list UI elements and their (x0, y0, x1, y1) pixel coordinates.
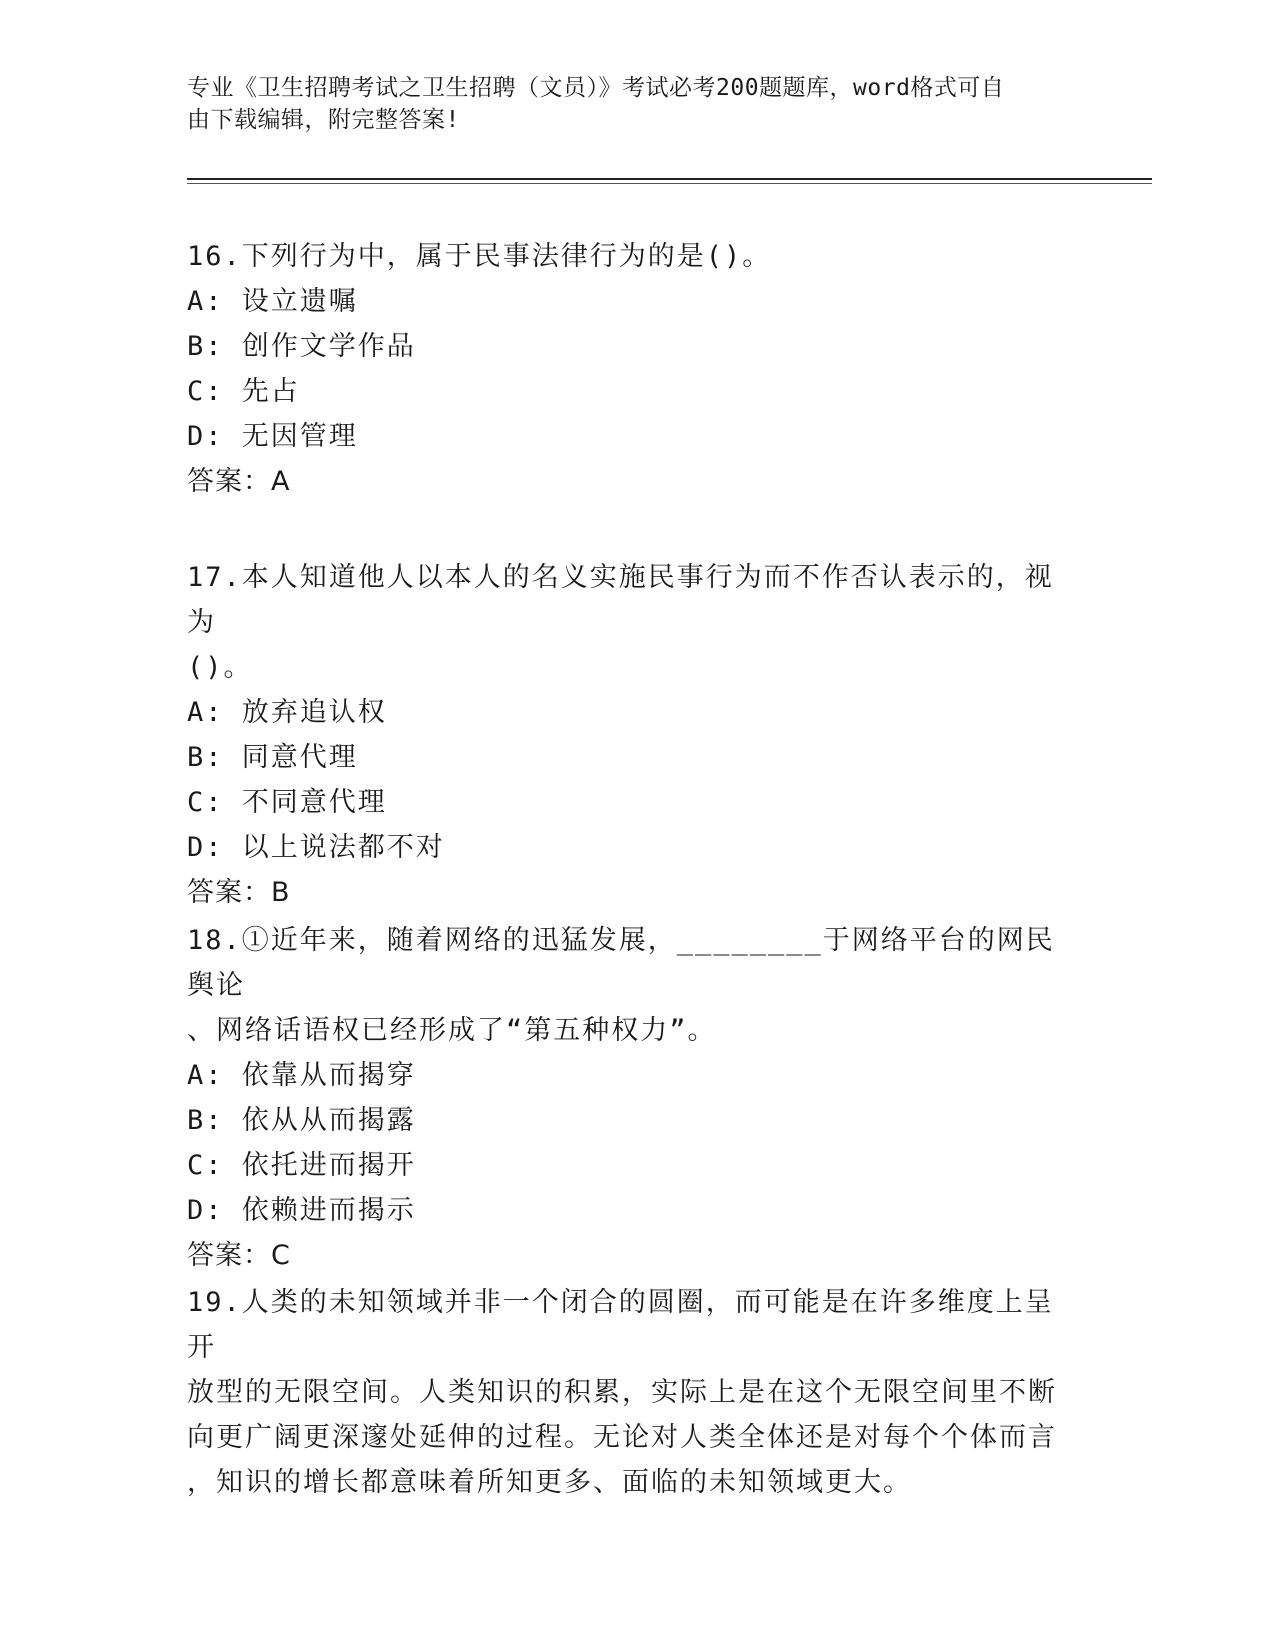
question-stem-line-1: 19.人类的未知领域并非一个闭合的圆圈，而可能是在许多维度上呈开 (187, 1287, 1054, 1363)
answer-line: 答案：C (187, 1240, 291, 1271)
header-line-1: 专业《卫生招聘考试之卫生招聘（文员）》考试必考200题题库，word格式可自 (187, 75, 1005, 101)
option-c: C: 依托进而揭开 (187, 1150, 416, 1181)
question-stem-line-1: 17.本人知道他人以本人的名义实施民事行为而不作否认表示的，视为 (187, 562, 1054, 638)
option-b: B: 创作文学作品 (187, 331, 416, 362)
option-b: B: 依从从而揭露 (187, 1105, 416, 1136)
question-16 (187, 234, 1077, 504)
question-stem-line-2: ()。 (187, 652, 253, 683)
option-c: C: 先占 (187, 376, 300, 407)
question-stem-line-1: 18.①近年来，随着网络的迅猛发展，________于网络平台的网民舆论 (187, 925, 1055, 1001)
answer-line: 答案：B (187, 877, 291, 908)
option-b: B: 同意代理 (187, 742, 358, 773)
question-18 (187, 918, 1077, 1278)
question-stem-line-3: 向更广阔更深邃处延伸的过程。无论对人类全体还是对每个个体而言 (187, 1422, 1057, 1453)
question-stem-line-4: ，知识的增长都意味着所知更多、面临的未知领域更大。 (187, 1467, 912, 1498)
answer-line: 答案：A (187, 466, 291, 497)
header-divider-thin (187, 183, 1152, 184)
option-a: A: 依靠从而揭穿 (187, 1060, 416, 1091)
option-d: D: 依赖进而揭示 (187, 1195, 416, 1226)
option-a: A: 放弃追认权 (187, 697, 387, 728)
option-d: D: 以上说法都不对 (187, 832, 445, 863)
header-divider-thick (187, 178, 1152, 180)
question-17 (187, 555, 1077, 915)
question-stem-line-2: 放型的无限空间。人类知识的积累，实际上是在这个无限空间里不断 (187, 1377, 1057, 1408)
option-d: D: 无因管理 (187, 421, 358, 452)
option-a: A: 设立遗嘱 (187, 286, 358, 317)
question-stem-line-2: 、网络话语权已经形成了“第五种权力”。 (187, 1015, 717, 1046)
header-line-2: 由下载编辑，附完整答案! (187, 107, 460, 133)
document-header (187, 72, 1067, 136)
option-c: C: 不同意代理 (187, 787, 387, 818)
question-19 (187, 1280, 1077, 1505)
question-stem: 16.下列行为中，属于民事法律行为的是()。 (187, 241, 772, 272)
